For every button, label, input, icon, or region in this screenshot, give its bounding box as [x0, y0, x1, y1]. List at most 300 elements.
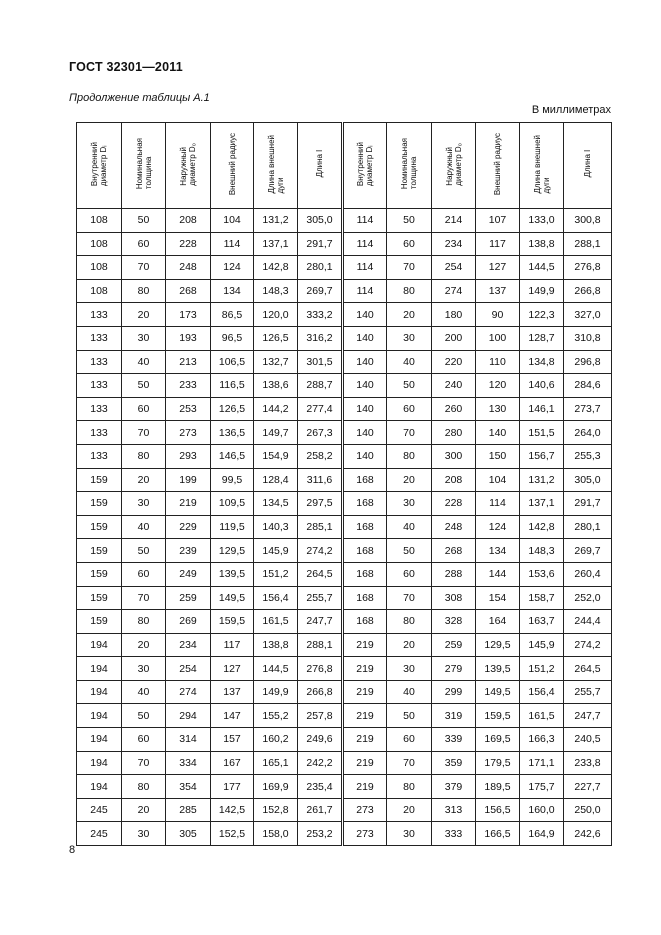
- table-cell: 138,6: [254, 374, 298, 398]
- table-row: [77, 704, 612, 728]
- table-cell: 114: [343, 279, 387, 303]
- table-row: [77, 728, 612, 752]
- dimensions-table: [76, 122, 612, 846]
- table-cell: 252,0: [564, 586, 612, 610]
- table-cell: 245: [77, 798, 122, 822]
- table-cell: 96,5: [211, 326, 254, 350]
- table-cell: 140: [343, 374, 387, 398]
- table-cell: 261,7: [298, 798, 343, 822]
- table-cell: 40: [122, 350, 166, 374]
- table-cell: 255,3: [564, 444, 612, 468]
- table-cell: 140,6: [520, 374, 564, 398]
- table-cell: 260: [432, 397, 476, 421]
- table-cell: 333: [432, 822, 476, 846]
- table-cell: 274,2: [564, 633, 612, 657]
- table-cell: 220: [432, 350, 476, 374]
- table-cell: 70: [122, 256, 166, 280]
- table-cell: 168: [343, 515, 387, 539]
- table-cell: 276,8: [298, 657, 343, 681]
- table-cell: 193: [166, 326, 211, 350]
- column-header-label: Внешний радиус: [493, 132, 502, 196]
- table-cell: 50: [387, 374, 432, 398]
- table-cell: 213: [166, 350, 211, 374]
- table-cell: 139,5: [476, 657, 520, 681]
- column-header: [432, 123, 476, 209]
- table-cell: 134: [476, 539, 520, 563]
- table-cell: 30: [122, 657, 166, 681]
- table-cell: 274: [432, 279, 476, 303]
- units-note: В миллиметрах: [531, 104, 611, 116]
- table-row: [77, 657, 612, 681]
- table-cell: 247,7: [298, 610, 343, 634]
- table-cell: 285,1: [298, 515, 343, 539]
- table-cell: 164: [476, 610, 520, 634]
- table-row: [77, 539, 612, 563]
- header-row: [77, 123, 612, 209]
- table-cell: 137,1: [520, 492, 564, 516]
- table-cell: 133: [77, 326, 122, 350]
- table-cell: 142,5: [211, 798, 254, 822]
- table-cell: 30: [122, 822, 166, 846]
- table-cell: 151,2: [254, 562, 298, 586]
- table-cell: 228: [432, 492, 476, 516]
- table-cell: 130: [476, 397, 520, 421]
- table-cell: 194: [77, 657, 122, 681]
- table-cell: 291,7: [564, 492, 612, 516]
- table-row: [77, 515, 612, 539]
- table-cell: 167: [211, 751, 254, 775]
- table-cell: 219: [343, 657, 387, 681]
- table-cell: 168: [343, 586, 387, 610]
- table-cell: 300,8: [564, 209, 612, 233]
- table-cell: 158,0: [254, 822, 298, 846]
- table-cell: 149,9: [520, 279, 564, 303]
- table-cell: 159,5: [476, 704, 520, 728]
- table-cell: 280: [432, 421, 476, 445]
- table-cell: 244,4: [564, 610, 612, 634]
- column-header-label: Внешний радиус: [227, 132, 237, 196]
- table-row: [77, 633, 612, 657]
- table-cell: 269,7: [298, 279, 343, 303]
- table-cell: 140,3: [254, 515, 298, 539]
- table-cell: 99,5: [211, 468, 254, 492]
- table-cell: 199: [166, 468, 211, 492]
- table-cell: 245: [77, 822, 122, 846]
- table-cell: 50: [122, 209, 166, 233]
- table-cell: 140: [343, 397, 387, 421]
- table-cell: 297,5: [298, 492, 343, 516]
- table-cell: 138,8: [254, 633, 298, 657]
- table-caption: Продолжение таблицы А.1: [69, 92, 210, 104]
- table-cell: 117: [476, 232, 520, 256]
- table-cell: 250,0: [564, 798, 612, 822]
- table-cell: 140: [476, 421, 520, 445]
- table-cell: 159: [77, 515, 122, 539]
- table-cell: 108: [77, 256, 122, 280]
- table-cell: 124: [211, 256, 254, 280]
- table-cell: 146,1: [520, 397, 564, 421]
- table-cell: 80: [387, 610, 432, 634]
- table-cell: 154: [476, 586, 520, 610]
- table-cell: 177: [211, 775, 254, 799]
- table-cell: 142,8: [254, 256, 298, 280]
- table-cell: 131,2: [254, 209, 298, 233]
- table-cell: 107: [476, 209, 520, 233]
- table-cell: 219: [343, 633, 387, 657]
- table-cell: 133: [77, 303, 122, 327]
- table-cell: 80: [122, 444, 166, 468]
- column-header: [254, 123, 298, 209]
- table-cell: 163,7: [520, 610, 564, 634]
- table-cell: 136,5: [211, 421, 254, 445]
- table-cell: 308: [432, 586, 476, 610]
- table-row: [77, 209, 612, 233]
- table-cell: 129,5: [476, 633, 520, 657]
- table-cell: 276,8: [564, 256, 612, 280]
- table-cell: 138,8: [520, 232, 564, 256]
- table-cell: 300: [432, 444, 476, 468]
- table-cell: 149,5: [476, 680, 520, 704]
- table-row: [77, 822, 612, 846]
- table-cell: 219: [343, 728, 387, 752]
- table-cell: 254: [432, 256, 476, 280]
- table-cell: 249: [166, 562, 211, 586]
- table-cell: 288,1: [564, 232, 612, 256]
- table-row: [77, 421, 612, 445]
- table-cell: 134,8: [520, 350, 564, 374]
- table-cell: 305,0: [298, 209, 343, 233]
- column-header-label: Длина l: [315, 150, 324, 178]
- table-cell: 152,5: [211, 822, 254, 846]
- table-cell: 305: [166, 822, 211, 846]
- table-cell: 108: [77, 279, 122, 303]
- table-cell: 80: [122, 610, 166, 634]
- table-cell: 248: [166, 256, 211, 280]
- table-cell: 114: [211, 232, 254, 256]
- table-cell: 150: [476, 444, 520, 468]
- table-cell: 30: [387, 657, 432, 681]
- table-cell: 242,6: [564, 822, 612, 846]
- table-cell: 194: [77, 680, 122, 704]
- table-cell: 266,8: [564, 279, 612, 303]
- table-cell: 156,4: [520, 680, 564, 704]
- table-cell: 166,5: [476, 822, 520, 846]
- table-cell: 296,8: [564, 350, 612, 374]
- table-cell: 260,4: [564, 562, 612, 586]
- table-cell: 20: [122, 633, 166, 657]
- table-cell: 280,1: [564, 515, 612, 539]
- table-body: [77, 209, 612, 846]
- table-cell: 133: [77, 421, 122, 445]
- table-cell: 100: [476, 326, 520, 350]
- table-cell: 255,7: [564, 680, 612, 704]
- table-cell: 379: [432, 775, 476, 799]
- table-cell: 80: [387, 775, 432, 799]
- table-cell: 151,2: [520, 657, 564, 681]
- table-cell: 293: [166, 444, 211, 468]
- table-cell: 166,3: [520, 728, 564, 752]
- table-cell: 159: [77, 539, 122, 563]
- table-cell: 70: [122, 586, 166, 610]
- table-cell: 60: [387, 728, 432, 752]
- table-cell: 124: [476, 515, 520, 539]
- table-cell: 327,0: [564, 303, 612, 327]
- table-cell: 146,5: [211, 444, 254, 468]
- table-cell: 114: [476, 492, 520, 516]
- table-cell: 70: [387, 751, 432, 775]
- table-cell: 70: [122, 421, 166, 445]
- table-cell: 70: [387, 256, 432, 280]
- table-cell: 50: [122, 374, 166, 398]
- table-cell: 142,8: [520, 515, 564, 539]
- table-row: [77, 468, 612, 492]
- table-cell: 334: [166, 751, 211, 775]
- table-cell: 279: [432, 657, 476, 681]
- table-cell: 234: [432, 232, 476, 256]
- table-cell: 70: [387, 421, 432, 445]
- table-cell: 155,2: [254, 704, 298, 728]
- table-cell: 219: [343, 680, 387, 704]
- table-cell: 133: [77, 444, 122, 468]
- table-cell: 70: [122, 751, 166, 775]
- table-cell: 108: [77, 209, 122, 233]
- table-cell: 269: [166, 610, 211, 634]
- table-cell: 20: [387, 798, 432, 822]
- table-cell: 269,7: [564, 539, 612, 563]
- table-cell: 277,4: [298, 397, 343, 421]
- table-cell: 60: [387, 232, 432, 256]
- table-cell: 339: [432, 728, 476, 752]
- table-cell: 119,5: [211, 515, 254, 539]
- table-cell: 127: [476, 256, 520, 280]
- table-cell: 127: [211, 657, 254, 681]
- table-cell: 219: [343, 751, 387, 775]
- table-cell: 267,3: [298, 421, 343, 445]
- table-cell: 305,0: [564, 468, 612, 492]
- table-cell: 70: [387, 586, 432, 610]
- table-cell: 139,5: [211, 562, 254, 586]
- table-cell: 156,4: [254, 586, 298, 610]
- table-cell: 131,2: [520, 468, 564, 492]
- column-header-label: Длина внешней дуги: [266, 134, 285, 194]
- table-cell: 40: [387, 680, 432, 704]
- table-cell: 20: [387, 468, 432, 492]
- table-row: [77, 279, 612, 303]
- table-cell: 149,9: [254, 680, 298, 704]
- table-cell: 239: [166, 539, 211, 563]
- table-cell: 159: [77, 492, 122, 516]
- table-cell: 249,6: [298, 728, 343, 752]
- table-cell: 169,5: [476, 728, 520, 752]
- table-cell: 175,7: [520, 775, 564, 799]
- table-cell: 20: [122, 798, 166, 822]
- table-cell: 152,8: [254, 798, 298, 822]
- table-cell: 194: [77, 775, 122, 799]
- table-cell: 299: [432, 680, 476, 704]
- table-cell: 168: [343, 492, 387, 516]
- table-cell: 194: [77, 728, 122, 752]
- table-cell: 60: [122, 562, 166, 586]
- table-cell: 273: [343, 798, 387, 822]
- table-cell: 248: [432, 515, 476, 539]
- table-row: [77, 350, 612, 374]
- table-cell: 164,9: [520, 822, 564, 846]
- table-cell: 60: [122, 232, 166, 256]
- table-cell: 165,1: [254, 751, 298, 775]
- table-cell: 234: [166, 633, 211, 657]
- table-cell: 109,5: [211, 492, 254, 516]
- table-cell: 311,6: [298, 468, 343, 492]
- table-cell: 147: [211, 704, 254, 728]
- table-cell: 86,5: [211, 303, 254, 327]
- column-header-label: Внутренний диаметр Dᵢ: [90, 141, 108, 187]
- column-header: [476, 123, 520, 209]
- table-cell: 117: [211, 633, 254, 657]
- table-cell: 156,7: [520, 444, 564, 468]
- table-cell: 219: [343, 775, 387, 799]
- table-cell: 208: [432, 468, 476, 492]
- table-cell: 314: [166, 728, 211, 752]
- table-cell: 240: [432, 374, 476, 398]
- table-cell: 264,0: [564, 421, 612, 445]
- table-cell: 114: [343, 256, 387, 280]
- table-row: [77, 586, 612, 610]
- table-row: [77, 444, 612, 468]
- table-cell: 288,1: [298, 633, 343, 657]
- table-cell: 229: [166, 515, 211, 539]
- table-cell: 145,9: [254, 539, 298, 563]
- table-cell: 40: [387, 350, 432, 374]
- table-cell: 108: [77, 232, 122, 256]
- table-cell: 144,5: [520, 256, 564, 280]
- table-row: [77, 492, 612, 516]
- table-cell: 333,2: [298, 303, 343, 327]
- column-header: [564, 123, 612, 209]
- table-cell: 80: [122, 279, 166, 303]
- table-cell: 50: [122, 704, 166, 728]
- column-header-label: Внутренний диаметр Dᵢ: [356, 141, 374, 187]
- table-cell: 161,5: [254, 610, 298, 634]
- table-cell: 168: [343, 539, 387, 563]
- table-cell: 285: [166, 798, 211, 822]
- table-cell: 159: [77, 468, 122, 492]
- table-cell: 179,5: [476, 751, 520, 775]
- table-cell: 233,8: [564, 751, 612, 775]
- table-cell: 144,2: [254, 397, 298, 421]
- table-row: [77, 397, 612, 421]
- table-cell: 259: [166, 586, 211, 610]
- table-cell: 274,2: [298, 539, 343, 563]
- table-cell: 116,5: [211, 374, 254, 398]
- table-cell: 168: [343, 468, 387, 492]
- table-cell: 80: [122, 775, 166, 799]
- table-cell: 273,7: [564, 397, 612, 421]
- table-cell: 128,4: [254, 468, 298, 492]
- table-cell: 194: [77, 633, 122, 657]
- table-row: [77, 326, 612, 350]
- table-cell: 255,7: [298, 586, 343, 610]
- table-row: [77, 303, 612, 327]
- table-cell: 214: [432, 209, 476, 233]
- table-cell: 228: [166, 232, 211, 256]
- table-cell: 173: [166, 303, 211, 327]
- table-cell: 359: [432, 751, 476, 775]
- table-cell: 114: [343, 232, 387, 256]
- table-cell: 354: [166, 775, 211, 799]
- table-cell: 316,2: [298, 326, 343, 350]
- table-cell: 20: [387, 633, 432, 657]
- table-cell: 273: [166, 421, 211, 445]
- table-cell: 30: [387, 822, 432, 846]
- table-row: [77, 680, 612, 704]
- table-row: [77, 751, 612, 775]
- table-cell: 137: [211, 680, 254, 704]
- table-row: [77, 232, 612, 256]
- table-cell: 120,0: [254, 303, 298, 327]
- table-cell: 158,7: [520, 586, 564, 610]
- table-row: [77, 798, 612, 822]
- table-cell: 60: [387, 562, 432, 586]
- table-cell: 80: [387, 444, 432, 468]
- table-cell: 148,3: [254, 279, 298, 303]
- table-cell: 268: [166, 279, 211, 303]
- table-cell: 149,5: [211, 586, 254, 610]
- table-cell: 80: [387, 279, 432, 303]
- table-cell: 122,3: [520, 303, 564, 327]
- column-header-label: Длина l: [583, 150, 592, 178]
- column-header: [77, 123, 122, 209]
- table-cell: 328: [432, 610, 476, 634]
- table-cell: 168: [343, 610, 387, 634]
- table-cell: 110: [476, 350, 520, 374]
- table-cell: 294: [166, 704, 211, 728]
- table-cell: 40: [122, 515, 166, 539]
- table-cell: 168: [343, 562, 387, 586]
- table-cell: 133,0: [520, 209, 564, 233]
- table-cell: 247,7: [564, 704, 612, 728]
- table-cell: 20: [122, 468, 166, 492]
- column-header: [520, 123, 564, 209]
- column-header-label: Номинальная толщина: [400, 138, 418, 190]
- column-header: [211, 123, 254, 209]
- table-cell: 242,2: [298, 751, 343, 775]
- table-cell: 120: [476, 374, 520, 398]
- table-cell: 284,6: [564, 374, 612, 398]
- table-cell: 20: [387, 303, 432, 327]
- table-cell: 90: [476, 303, 520, 327]
- table-cell: 137: [476, 279, 520, 303]
- table-cell: 301,5: [298, 350, 343, 374]
- table-cell: 60: [122, 397, 166, 421]
- table-cell: 227,7: [564, 775, 612, 799]
- table-cell: 148,3: [520, 539, 564, 563]
- table-row: [77, 374, 612, 398]
- table-cell: 274: [166, 680, 211, 704]
- table-cell: 273: [343, 822, 387, 846]
- table-cell: 253,2: [298, 822, 343, 846]
- table-cell: 291,7: [298, 232, 343, 256]
- table-cell: 129,5: [211, 539, 254, 563]
- table-cell: 160,0: [520, 798, 564, 822]
- table-cell: 140: [343, 303, 387, 327]
- table-cell: 50: [122, 539, 166, 563]
- table-cell: 104: [211, 209, 254, 233]
- table-cell: 266,8: [298, 680, 343, 704]
- table-cell: 133: [77, 397, 122, 421]
- table-cell: 159,5: [211, 610, 254, 634]
- table-cell: 156,5: [476, 798, 520, 822]
- table-cell: 160,2: [254, 728, 298, 752]
